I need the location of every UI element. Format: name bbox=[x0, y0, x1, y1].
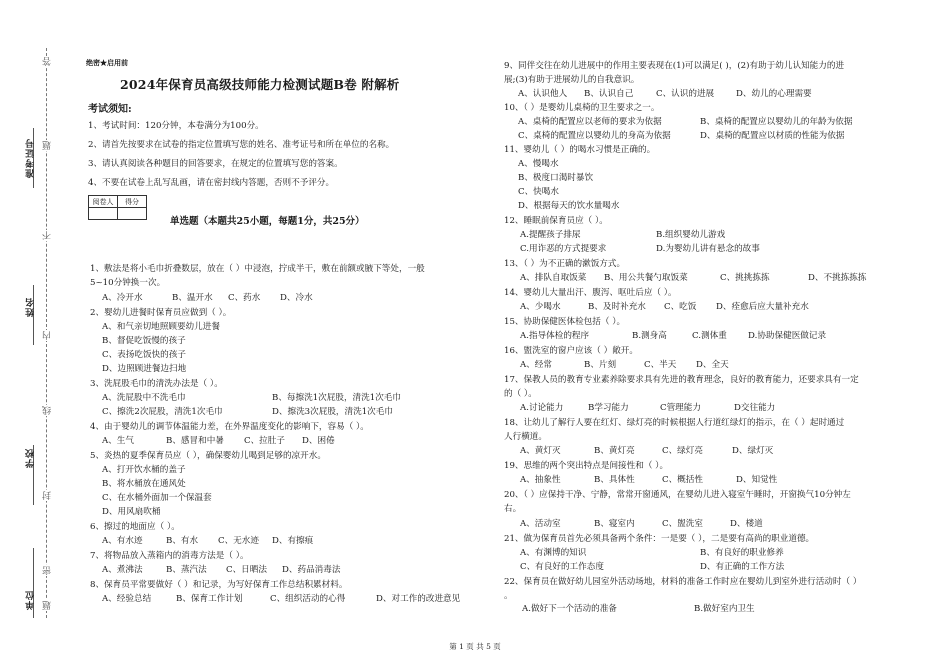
option: B、每擦洗1次屁股，清洗1次毛巾 bbox=[272, 393, 401, 403]
question-stem: 4、由于婴幼儿的调节体温能力差，在外界温度变化的影响下，容易（ ）。 bbox=[90, 422, 369, 432]
question-stem: 21、做为保育员首先必须具备两个条件：一是要（ ），二是要有高尚的职业道德。 bbox=[504, 534, 815, 544]
question-stem: 5~10分钟换一次。 bbox=[90, 278, 166, 288]
margin-mark: 内 bbox=[43, 331, 53, 340]
question-stem: 展;(3)有助于进展幼儿的自我意识。 bbox=[504, 75, 640, 85]
option: D、全天 bbox=[696, 360, 729, 370]
option: B、寝室内 bbox=[594, 519, 635, 529]
option: A、生气 bbox=[102, 436, 134, 446]
option: C、桌椅的配置应以婴幼儿的身高为依据 bbox=[518, 131, 671, 141]
question-stem: 17、保教人员的教育专业素养除要求具有先进的教育理念，良好的教育能力，还要求具有一定 bbox=[504, 375, 859, 385]
option: D、用风扇吹桶 bbox=[102, 507, 161, 517]
option: D、有正确的工作方法 bbox=[700, 562, 785, 572]
notice-item: 1、考试时间：120分钟，本卷满分为100分。 bbox=[88, 121, 264, 131]
question-stem: 11、婴幼儿（ ）的喝水习惯是正确的。 bbox=[504, 145, 656, 155]
option: B、黄灯亮 bbox=[594, 446, 635, 456]
option: D、幼儿的心理需要 bbox=[736, 89, 812, 99]
option: C、在水桶外面加一个保温套 bbox=[102, 493, 212, 503]
option: C、盥洗室 bbox=[662, 519, 703, 529]
option: B学习能力 bbox=[588, 403, 629, 413]
margin-mark: 线 bbox=[43, 406, 53, 415]
question-stem: 2、婴幼儿进餐时保育员应做到（ ）。 bbox=[90, 308, 232, 318]
option: B、有水 bbox=[166, 536, 199, 546]
option: D、有擦痕 bbox=[272, 536, 314, 546]
margin-mark: 封 bbox=[43, 491, 53, 500]
option: A、有渊博的知识 bbox=[520, 548, 587, 558]
option: B、有良好的职业修养 bbox=[700, 548, 784, 558]
question-stem: 22、保育员在做好幼儿园室外活动场地，材料的准备工作时应在婴幼儿到室外进行活动时（ ） bbox=[504, 577, 862, 587]
margin-mark: 题 bbox=[43, 141, 53, 150]
option: A、抽象性 bbox=[520, 475, 561, 485]
option: A、排队自取饭菜 bbox=[520, 273, 587, 283]
option: B、及时补充水 bbox=[588, 302, 646, 312]
option: A.讨论能力 bbox=[520, 403, 564, 413]
option: B、具体性 bbox=[594, 475, 635, 485]
option: A、洗屁股中不洗毛巾 bbox=[102, 393, 186, 403]
option: A.提醒孩子排尿 bbox=[520, 230, 581, 240]
question-stem: 。 bbox=[504, 591, 513, 601]
question-stem: 6、擦过的地面应（ ）。 bbox=[90, 522, 180, 532]
option: B、保育工作计划 bbox=[176, 594, 243, 604]
option: A、冷开水 bbox=[102, 293, 143, 303]
score-table bbox=[88, 195, 147, 220]
option: D、痊愈后应大量补充水 bbox=[716, 302, 809, 312]
option: B、蒸汽法 bbox=[166, 565, 207, 575]
question-stem: 19、思维的两个突出特点是间接性和（ ）。 bbox=[504, 461, 669, 471]
question-stem: 8、保育员平常要做好（ ）和记录，为写好保育工作总结积累材料。 bbox=[90, 580, 348, 590]
option: C、组织活动的心得 bbox=[270, 594, 346, 604]
question-stem: 20、（ ）应保持干净、宁静，常常开窗通风，在婴幼儿进入寝室午睡时，开窗换气10分钟左 bbox=[504, 490, 851, 500]
option: D、对工作的改进意见 bbox=[376, 594, 461, 604]
option: D、擦洗3次屁股，清洗1次毛巾 bbox=[272, 407, 393, 417]
option: C、绿灯亮 bbox=[662, 446, 703, 456]
option: D、根据每天的饮水量喝水 bbox=[518, 201, 620, 211]
notice-item: 4、不要在试卷上乱写乱画，请在密封线内答题，否则不予评分。 bbox=[88, 178, 335, 188]
question-stem: 12、睡眠前保育员应（ ）。 bbox=[504, 216, 608, 226]
question-stem: 16、盥洗室的窗户应该（ ）敞开。 bbox=[504, 346, 638, 356]
page-footer: 第 1 页 共 5 页 bbox=[449, 642, 501, 651]
notice-item: 2、请首先按要求在试卷的指定位置填写您的姓名、准考证号和所在单位的名称。 bbox=[88, 140, 395, 150]
option: B、感冒和中暑 bbox=[166, 436, 224, 446]
option: C、药水 bbox=[228, 293, 261, 303]
question-stem: 14、婴幼儿大量出汗、腹泻、呕吐后应（ ）。 bbox=[504, 288, 677, 298]
question-stem: 1、敷法是将小毛巾折叠数层，放在（ ）中浸泡，拧成半干，敷在前额或腋下等处，一般 bbox=[90, 264, 425, 274]
secret-label: 绝密★启用前 bbox=[86, 58, 128, 67]
option: B、用公共餐勺取饭菜 bbox=[604, 273, 688, 283]
margin-label-exam-number: 准考证号 bbox=[26, 138, 36, 178]
question-stem: 3、洗屁股毛巾的清洗办法是（ ）。 bbox=[90, 379, 223, 389]
option: A、打开饮水桶的盖子 bbox=[102, 465, 186, 475]
option: D、不挑拣拣拣 bbox=[808, 273, 867, 283]
option: A、煮沸法 bbox=[102, 565, 143, 575]
score-cell: 得分 bbox=[118, 196, 147, 208]
question-stem: 7、将物品放入蒸箱内的消毒方法是（ ）。 bbox=[90, 551, 249, 561]
option: A、经常 bbox=[520, 360, 552, 370]
option: A、认识他人 bbox=[518, 89, 568, 99]
notice-title: 考试须知: bbox=[88, 104, 132, 115]
option: A、慢喝水 bbox=[518, 159, 559, 169]
question-stem: 右。 bbox=[504, 504, 522, 514]
option: A、少喝水 bbox=[520, 302, 561, 312]
option: B、桌椅的配置应以婴幼儿的年龄为依据 bbox=[700, 117, 853, 127]
question-stem: 10、（ ）是婴幼儿桌椅的卫生要求之一。 bbox=[504, 103, 660, 113]
option: A.做好下一个活动的准备 bbox=[522, 604, 617, 614]
margin-mark: 密 bbox=[43, 566, 53, 575]
margin-label-name: 姓名 bbox=[26, 297, 36, 317]
option: C、无水迹 bbox=[218, 536, 259, 546]
reviewer-blank[interactable] bbox=[89, 208, 118, 220]
option: D、冷水 bbox=[280, 293, 313, 303]
option: C、半天 bbox=[644, 360, 677, 370]
option: B.测身高 bbox=[632, 331, 667, 341]
option: B、认识自己 bbox=[584, 89, 634, 99]
question-stem: 18、让幼儿了解行人要在红灯、绿灯亮的时候根据人行道红绿灯的指示，在（ ）起时通过 bbox=[504, 418, 845, 428]
question-stem: 9、同伴交往在幼儿进展中的作用主要表现在(1)可以满足( )，(2)有助于幼儿认知能力的进 bbox=[504, 61, 845, 71]
option: B、将水桶放在通风处 bbox=[102, 479, 186, 489]
option: A、经验总结 bbox=[102, 594, 152, 604]
option: D、药品消毒法 bbox=[282, 565, 341, 575]
question-stem: 人行横道。 bbox=[504, 432, 547, 442]
option: C、表扬吃饭快的孩子 bbox=[102, 350, 186, 360]
margin-mark: 答 bbox=[43, 57, 53, 66]
exam-title: 2024年保育员高级技师能力检测试题B卷 附解析 bbox=[120, 77, 400, 92]
option: D、楼道 bbox=[730, 519, 763, 529]
option: A、桌椅的配置应以老师的要求为依据 bbox=[518, 117, 662, 127]
option: B.组织婴幼儿游戏 bbox=[656, 230, 726, 240]
option: C、擦洗2次屁股，清洗1次毛巾 bbox=[102, 407, 223, 417]
option: B、极度口渴时暴饮 bbox=[518, 173, 594, 183]
option: D.为婴幼儿讲有悬念的故事 bbox=[656, 244, 760, 254]
option: A、和气亲切地照顾要幼儿进餐 bbox=[102, 322, 220, 332]
option: D、边照顾进餐边扫地 bbox=[102, 364, 187, 374]
question-stem: 的（ ）。 bbox=[504, 389, 537, 399]
option: B、片刻 bbox=[584, 360, 617, 370]
option: A、黄灯灭 bbox=[520, 446, 561, 456]
option: B、督促吃饭慢的孩子 bbox=[102, 336, 186, 346]
question-stem: 5、炎热的夏季保育员应（ ），确保婴幼儿喝到足够的凉开水。 bbox=[90, 451, 326, 461]
option: B、温开水 bbox=[172, 293, 213, 303]
option: C、挑挑拣拣 bbox=[720, 273, 770, 283]
option: C管理能力 bbox=[660, 403, 701, 413]
margin-label-school: 学校 bbox=[26, 448, 36, 468]
option: D、绿灯灭 bbox=[732, 446, 774, 456]
margin-mark: 不 bbox=[43, 231, 53, 240]
option: C、快喝水 bbox=[518, 187, 559, 197]
option: D、困倦 bbox=[302, 436, 335, 446]
option: C、有良好的工作态度 bbox=[520, 562, 604, 572]
option: D.协助保健医做记录 bbox=[748, 331, 827, 341]
option: D、桌椅的配置应以材质的性能为依据 bbox=[700, 131, 845, 141]
section-heading: 单选题（本题共25小题，每题1分，共25分） bbox=[170, 216, 365, 227]
option: A、有水迹 bbox=[102, 536, 143, 546]
option: C、概括性 bbox=[662, 475, 703, 485]
margin-label-unit: 单位 bbox=[26, 590, 36, 610]
option: D交往能力 bbox=[734, 403, 776, 413]
option: A、活动室 bbox=[520, 519, 561, 529]
option: C、吃饭 bbox=[664, 302, 697, 312]
option: B.做好室内卫生 bbox=[694, 604, 755, 614]
reviewer-cell: 阅卷人 bbox=[89, 196, 118, 208]
margin-mark: 题 bbox=[43, 601, 53, 610]
option: C、认识的进展 bbox=[656, 89, 715, 99]
notice-item: 3、请认真阅读各种题目的回答要求，在规定的位置填写您的答案。 bbox=[88, 159, 343, 169]
option: A.指导体检的程序 bbox=[520, 331, 590, 341]
option: C.用诈恶的方式提要求 bbox=[520, 244, 607, 254]
option: C、拉肚子 bbox=[244, 436, 285, 446]
question-stem: 13、（ ）为不正确的漱饭方式。 bbox=[504, 259, 626, 269]
option: C、日晒法 bbox=[226, 565, 267, 575]
option: C.测体重 bbox=[692, 331, 727, 341]
option: D、知觉性 bbox=[736, 475, 778, 485]
score-blank[interactable] bbox=[118, 208, 147, 220]
question-stem: 15、协助保健医体检包括（ ）。 bbox=[504, 317, 626, 327]
